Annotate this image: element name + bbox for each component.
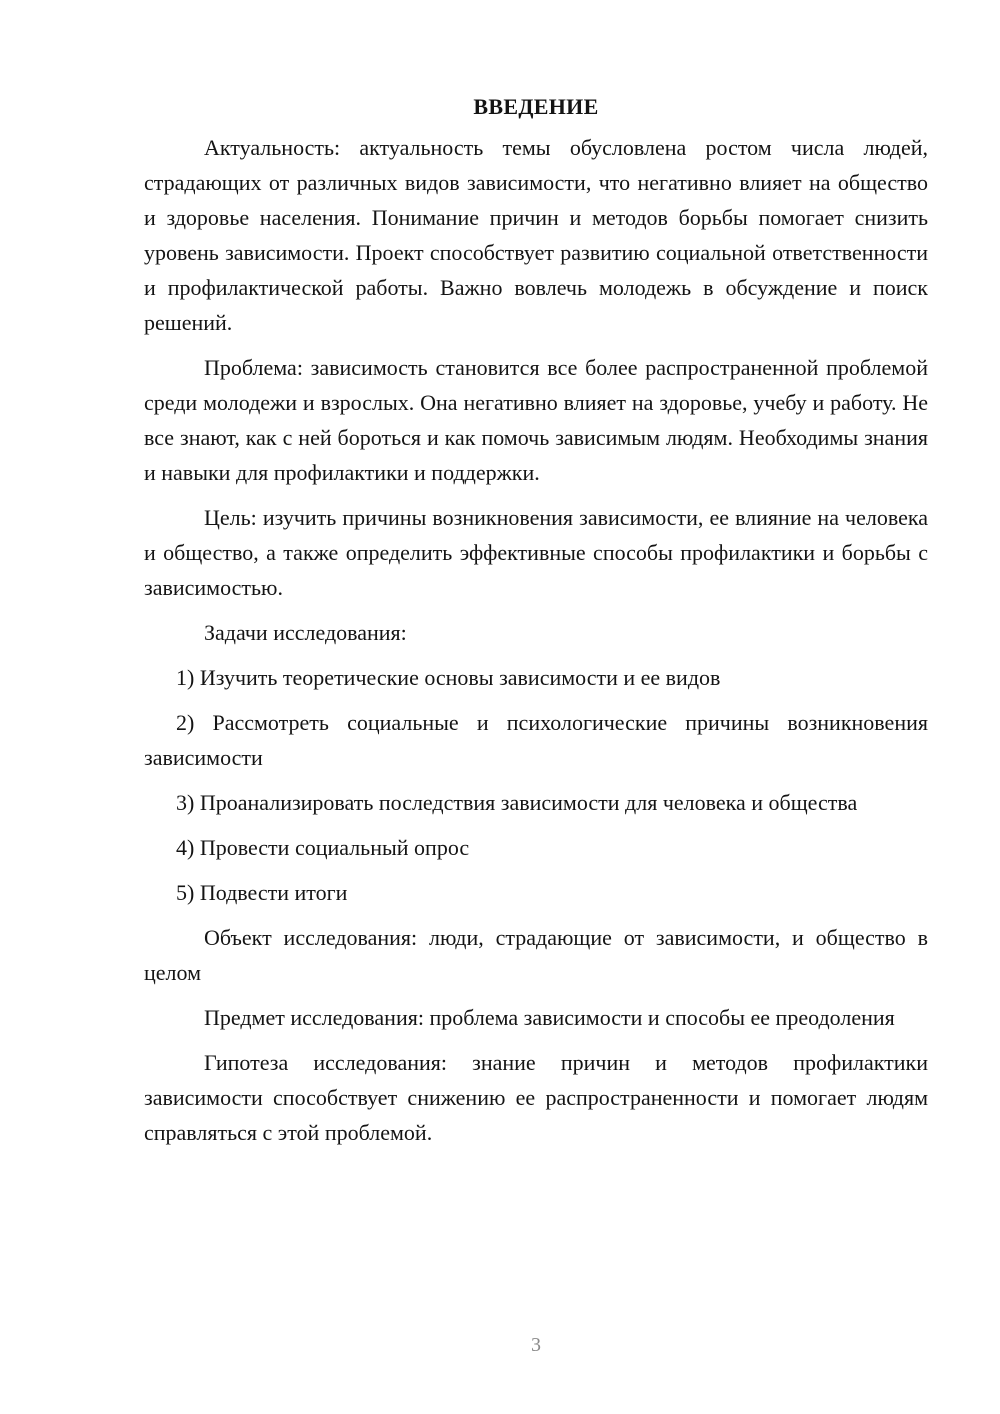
task-item: 3) Проанализировать последствия зависимости для человека и общества — [176, 790, 858, 815]
goal-paragraph: Цель: изучить причины возникновения зависимости, ее влияние на человека и общество, а также определить эффективные способы профилактики и борьбы с зависимостью. — [144, 505, 928, 600]
object-paragraph: Объект исследования: люди, страдающие от зависимости, и общество в целом — [144, 925, 928, 985]
page-title: ВВЕДЕНИЕ — [473, 94, 599, 119]
tasks-list — [144, 660, 928, 910]
hypothesis-paragraph: Гипотеза исследования: знание причин и методов профилактики зависимости способствует снижению ее распространенности и помогает людям справляться с этой проблемой. — [144, 1050, 928, 1145]
task-item: 5) Подвести итоги — [176, 880, 348, 905]
problem-paragraph: Проблема: зависимость становится все более распространенной проблемой среди молодежи и взрослых. Она негативно влияет на здоровье, учебу и работу. Не все знают, как с ней бороться и как помочь зависимым людям. Необходимы знания и навыки для профилактики и поддержки. — [144, 355, 928, 485]
page-number: 3 — [531, 1334, 541, 1356]
task-item: 2) Рассмотреть социальные и психологические причины возникновения зависимости — [144, 710, 928, 770]
task-item: 1) Изучить теоретические основы зависимости и ее видов — [176, 665, 721, 690]
relevance-paragraph: Актуальность: актуальность темы обусловлена ростом числа людей, страдающих от различных видов зависимости, что негативно влияет на общество и здоровье населения. Понимание причин и методов борьбы помогает снизить уровень зависимости. Проект способствует развитию социальной ответственности и профилактической работы. Важно вовлечь молодежь в обсуждение и поиск решений. — [144, 135, 928, 335]
task-item: 4) Провести социальный опрос — [176, 835, 470, 860]
subject-paragraph: Предмет исследования: проблема зависимости и способы ее преодоления — [204, 1005, 895, 1030]
tasks-heading: Задачи исследования: — [204, 620, 407, 645]
document-page — [144, 90, 928, 1160]
